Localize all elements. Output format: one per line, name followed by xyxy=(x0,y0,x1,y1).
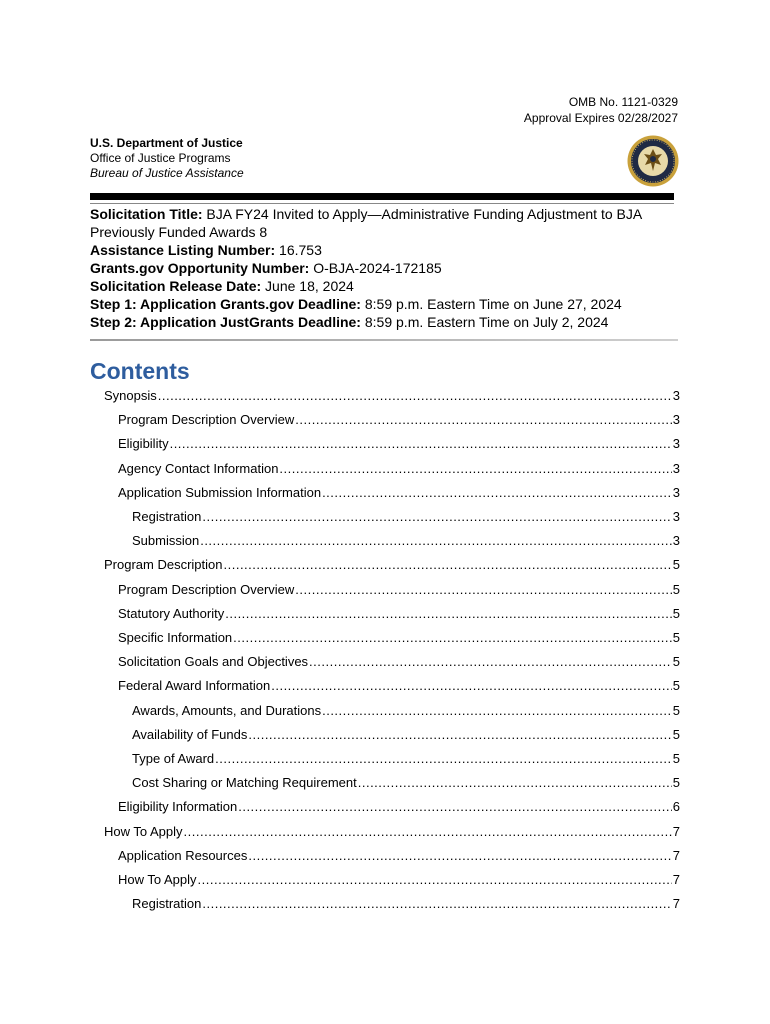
toc-dot-leader xyxy=(215,751,672,767)
assistance-listing-value: 16.753 xyxy=(275,242,322,258)
toc-entry[interactable] xyxy=(132,533,680,549)
toc-page-number: 5 xyxy=(672,702,680,718)
toc-entry[interactable] xyxy=(132,727,680,743)
toc-entry-title: Registration xyxy=(132,509,202,524)
toc-dot-leader xyxy=(170,436,672,452)
toc-entry[interactable] xyxy=(118,654,680,670)
toc-entry-title: Eligibility Information xyxy=(118,799,238,815)
step1-deadline-line xyxy=(90,295,680,313)
toc-dot-leader xyxy=(238,799,672,815)
toc-entry-title: Synopsis xyxy=(104,388,157,403)
toc-entry-title: Statutory Authority xyxy=(118,605,225,621)
toc-page-number: 6 xyxy=(672,799,680,815)
toc-entry-title: Program Description Overview xyxy=(118,412,295,428)
toc-page-number: 3 xyxy=(672,533,680,549)
step2-deadline-value: 8:59 p.m. Eastern Time on July 2, 2024 xyxy=(360,314,609,330)
header-rule-thin xyxy=(90,203,674,204)
toc-entry[interactable] xyxy=(118,799,680,815)
toc-page-number: 5 xyxy=(672,557,680,573)
toc-page-number: 3 xyxy=(672,460,680,476)
toc-entry[interactable] xyxy=(118,848,680,864)
toc-page-number: 5 xyxy=(672,581,680,597)
agency-block xyxy=(90,136,244,181)
toc-dot-leader xyxy=(158,388,672,404)
toc-entry[interactable] xyxy=(132,509,680,525)
toc-entry[interactable] xyxy=(118,630,680,646)
bureau-name: Bureau of Justice Assistance xyxy=(90,166,244,180)
toc-dot-leader xyxy=(322,703,672,719)
toc-dot-leader xyxy=(224,557,672,573)
omb-expiration: Approval Expires 02/28/2027 xyxy=(523,111,678,125)
toc-page-number: 5 xyxy=(672,726,680,742)
toc-entry[interactable] xyxy=(118,872,680,888)
toc-entry-title: Program Description Overview xyxy=(118,581,295,597)
omb-number: OMB No. 1121-0329 xyxy=(568,95,678,109)
toc-dot-leader xyxy=(248,848,671,864)
toc-dot-leader xyxy=(184,824,672,840)
toc-entry[interactable] xyxy=(118,582,680,598)
toc-entry-title: Availability of Funds xyxy=(132,726,248,742)
office-name: Office of Justice Programs xyxy=(90,151,231,165)
solicitation-block xyxy=(90,205,680,331)
toc-entry[interactable] xyxy=(118,436,680,452)
toc-entry[interactable] xyxy=(132,703,680,719)
toc-page-number: 5 xyxy=(672,605,680,621)
toc-dot-leader xyxy=(295,582,671,598)
toc-entry-title: Eligibility xyxy=(118,436,169,452)
toc-entry-title: Program Description xyxy=(104,557,223,573)
release-date-value: June 18, 2024 xyxy=(261,278,354,294)
toc-entry[interactable] xyxy=(118,412,680,428)
toc-dot-leader xyxy=(271,678,672,694)
toc-page-number: 7 xyxy=(672,896,680,912)
toc-dot-leader xyxy=(225,606,672,622)
assistance-listing-line xyxy=(90,241,680,259)
toc-page-number: 7 xyxy=(672,823,680,839)
toc-page-number: 3 xyxy=(672,388,680,403)
step2-deadline-line xyxy=(90,313,680,331)
release-date-label: Solicitation Release Date: xyxy=(90,278,262,294)
toc-dot-leader xyxy=(202,896,671,912)
toc-entry[interactable] xyxy=(132,775,680,791)
toc-dot-leader xyxy=(279,461,671,477)
toc-entry[interactable] xyxy=(132,896,680,912)
toc-entry[interactable] xyxy=(104,824,680,840)
toc-entry-title: Type of Award xyxy=(132,751,215,766)
solicitation-title-line xyxy=(90,205,680,223)
toc-entry-title: How To Apply xyxy=(118,872,197,887)
toc-page-number: 5 xyxy=(672,678,680,694)
toc-page-number: 3 xyxy=(672,509,680,524)
toc-page-number: 3 xyxy=(672,484,680,500)
toc-entry[interactable] xyxy=(104,388,680,404)
step1-deadline-label: Step 1: Application Grants.gov Deadline: xyxy=(90,296,361,312)
toc-entry-title: Application Resources xyxy=(118,847,248,863)
toc-page-number: 7 xyxy=(672,847,680,863)
toc-entry[interactable] xyxy=(118,606,680,622)
toc-entry-title: Solicitation Goals and Objectives xyxy=(118,654,309,670)
assistance-listing-label: Assistance Listing Number: xyxy=(90,242,276,258)
toc-dot-leader xyxy=(322,485,672,501)
toc-dot-leader xyxy=(309,654,672,670)
toc-page-number: 5 xyxy=(672,751,680,766)
toc-dot-leader xyxy=(248,727,671,743)
toc-page-number: 3 xyxy=(672,412,680,428)
toc-dot-leader xyxy=(202,509,671,525)
toc-entry-title: Application Submission Information xyxy=(118,484,322,500)
solicitation-title-value: BJA FY24 Invited to Apply—Administrative Funding Adjustment to BJA xyxy=(202,206,643,222)
grants-gov-number-label: Grants.gov Opportunity Number: xyxy=(90,260,310,276)
toc-page-number: 7 xyxy=(672,872,680,887)
toc-entry-title: How To Apply xyxy=(104,823,183,839)
solicitation-title-label: Solicitation Title: xyxy=(90,206,203,222)
department-name: U.S. Department of Justice xyxy=(90,136,243,150)
toc-entry-title: Submission xyxy=(132,533,200,549)
toc-page-number: 5 xyxy=(672,775,680,791)
toc-page-number: 5 xyxy=(672,630,680,645)
toc-entry-title: Awards, Amounts, and Durations xyxy=(132,702,322,718)
doj-seal-icon xyxy=(627,135,679,187)
toc-dot-leader xyxy=(200,533,672,549)
header-rule-bottom xyxy=(90,339,678,341)
contents-heading: Contents xyxy=(90,358,190,384)
toc-entry-title: Cost Sharing or Matching Requirement xyxy=(132,775,357,791)
toc-entry-title: Specific Information xyxy=(118,630,233,645)
step2-deadline-label: Step 2: Application JustGrants Deadline: xyxy=(90,314,361,330)
toc-entry[interactable] xyxy=(118,485,680,501)
toc-entry[interactable] xyxy=(118,461,680,477)
toc-entry-title: Agency Contact Information xyxy=(118,460,279,476)
toc-dot-leader xyxy=(198,872,672,888)
release-date-line xyxy=(90,277,680,295)
header-rule-thick xyxy=(90,193,674,200)
step1-deadline-value: 8:59 p.m. Eastern Time on June 27, 2024 xyxy=(360,296,622,312)
toc-dot-leader xyxy=(295,412,671,428)
toc-entry[interactable] xyxy=(132,751,680,767)
toc-entry-title: Federal Award Information xyxy=(118,678,271,694)
grants-gov-number-line xyxy=(90,259,680,277)
solicitation-title-continued: Previously Funded Awards 8 xyxy=(90,224,268,240)
toc-page-number: 5 xyxy=(672,654,680,670)
omb-block xyxy=(524,94,678,126)
toc-dot-leader xyxy=(358,775,672,791)
toc-page-number: 3 xyxy=(672,436,680,452)
grants-gov-number-value: O-BJA-2024-172185 xyxy=(309,260,442,276)
toc-entry-title: Registration xyxy=(132,896,202,912)
toc-entry[interactable] xyxy=(104,557,680,573)
toc-dot-leader xyxy=(233,630,672,646)
toc-entry[interactable] xyxy=(118,678,680,694)
